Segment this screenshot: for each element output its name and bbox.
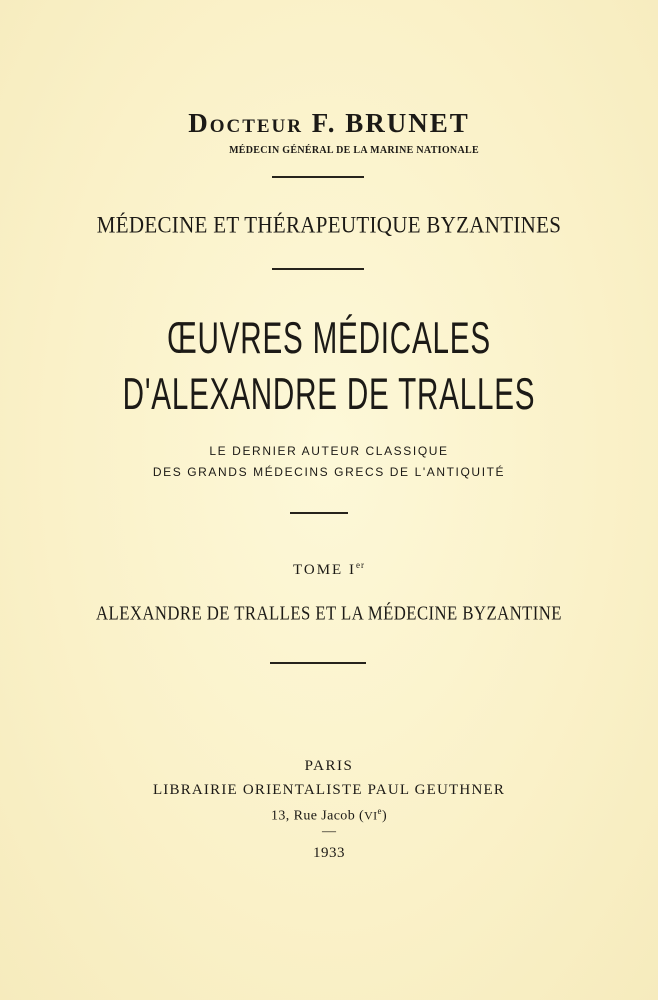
imprint-year: 1933 bbox=[313, 845, 345, 861]
imprint-separator: — bbox=[322, 824, 336, 839]
author-title: MÉDECIN GÉNÉRAL DE LA MARINE NATIONALE bbox=[229, 145, 479, 156]
divider-rule bbox=[272, 176, 364, 178]
subtitle-line-1: LE DERNIER AUTEUR CLASSIQUE bbox=[209, 444, 449, 458]
main-title-line-2: D'ALEXANDRE DE TRALLES bbox=[122, 370, 536, 420]
address-close: ) bbox=[381, 808, 388, 824]
volume-number bbox=[0, 560, 658, 579]
divider-rule bbox=[270, 662, 366, 664]
volume-ordinal: er bbox=[355, 560, 365, 570]
volume-label: TOME I bbox=[293, 562, 356, 578]
divider-rule bbox=[290, 512, 348, 514]
volume-title: ALEXANDRE DE TRALLES ET LA MÉDECINE BYZANTINE bbox=[96, 602, 562, 625]
author-name: Docteur F. BRUNET bbox=[188, 108, 470, 138]
imprint-city: PARIS bbox=[304, 758, 354, 774]
address-street: 13, Rue Jacob ( bbox=[270, 808, 365, 824]
address-arrondissement: VI bbox=[364, 808, 378, 823]
address-arrondissement-suffix: e bbox=[377, 806, 382, 816]
main-title-line-1: ŒUVRES MÉDICALES bbox=[167, 314, 491, 364]
subtitle-line-2: DES GRANDS MÉDECINS GRECS DE L'ANTIQUITÉ bbox=[152, 465, 506, 479]
series-title: MÉDECINE ET THÉRAPEUTIQUE BYZANTINES bbox=[96, 212, 562, 238]
imprint-address bbox=[0, 806, 658, 825]
imprint-publisher: LIBRAIRIE ORIENTALISTE PAUL GEUTHNER bbox=[152, 782, 506, 798]
divider-rule bbox=[272, 268, 364, 270]
